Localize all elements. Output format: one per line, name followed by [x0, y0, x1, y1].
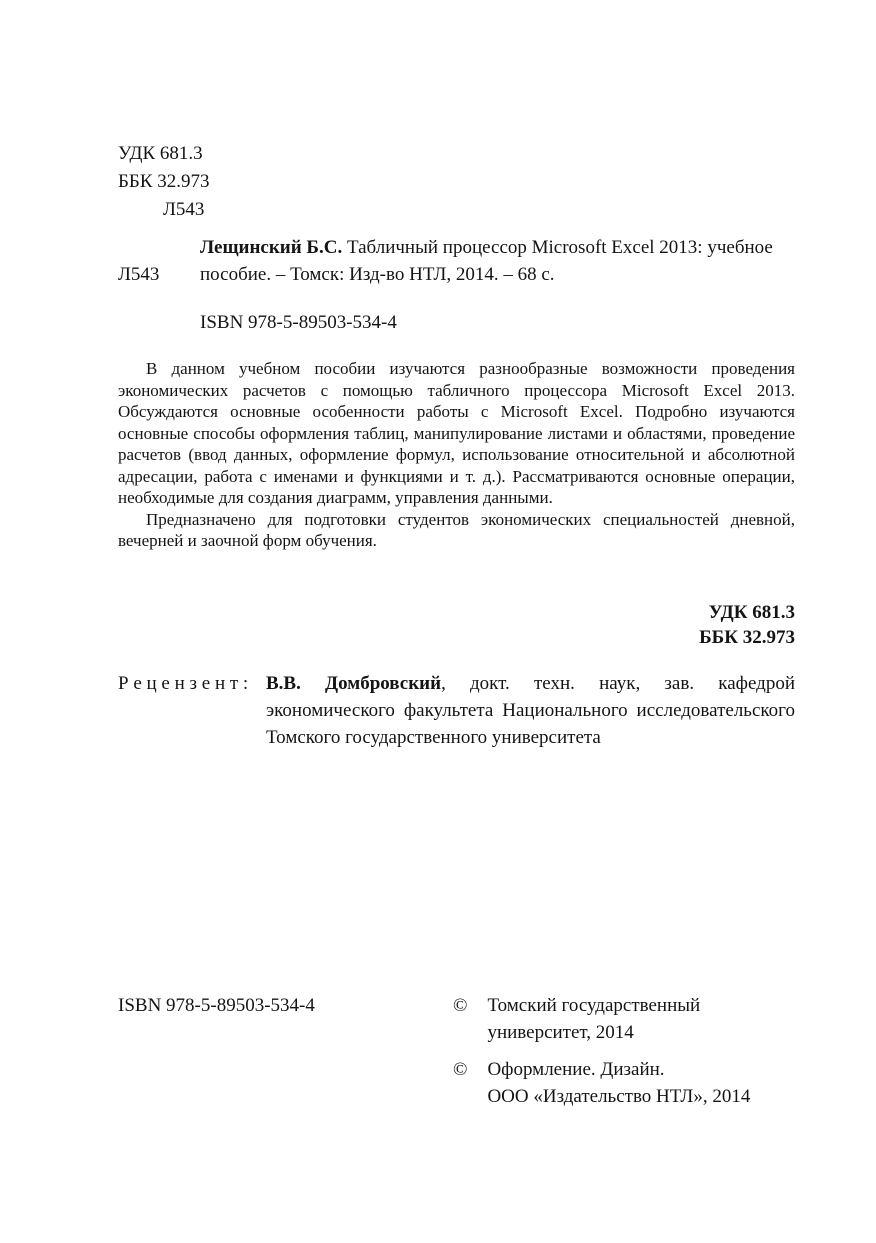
- udk-code: УДК 681.3: [118, 143, 203, 164]
- reviewer-block: [118, 670, 795, 751]
- biblio-text: Табличный процессор Microsoft Excel 2013: учебное пособие. – Томск: Изд-во НТЛ, 2014. – 68 с.: [200, 237, 773, 285]
- copyright-entry-publisher: [453, 1056, 795, 1110]
- copyright-text: [487, 1056, 750, 1110]
- isbn-number: ISBN 978-5-89503-534-4: [200, 312, 397, 333]
- copyright-line: Оформление. Дизайн.: [487, 1059, 665, 1080]
- copyright-text: [487, 992, 700, 1046]
- reviewer-name: В.В. Домбровский: [266, 673, 442, 694]
- copyright-symbol: ©: [453, 1059, 468, 1080]
- imprint-footer: [118, 992, 795, 1120]
- udk-code-right: УДК 681.3: [708, 602, 795, 623]
- reviewer-text: [266, 670, 795, 751]
- annotation-paragraph-1: В данном учебном пособии изучаются разнообразные возможности проведения экономических расчетов с помощью табличного процессора Microsoft Excel 2013. Обсуждаются основные особенности работы с Microsoft Excel. Подробно изучаются основные способы оформления таблиц, манипулирование листами и областями, проведение расчетов (ввод данных, оформление формул, использование относительной и абсолютной адресации, работа с именами и функциями и т. д.). Рассматриваются основные операции, необходимые для создания диаграмм, управления данными.: [118, 359, 795, 507]
- annotation-block: [118, 358, 795, 552]
- annotation-paragraph-2: Предназначено для подготовки студентов экономических специальностей дневной, вечерней и заочной форм обучения.: [118, 509, 795, 550]
- copyright-line: ООО «Издательство НТЛ», 2014: [487, 1086, 751, 1107]
- reviewer-credentials: , докт. техн. наук, зав. кафедрой экономического факультета Национального исследовательского Томского государственного университета: [266, 673, 795, 748]
- classification-block-right: [699, 600, 795, 650]
- bibliographic-entry: [118, 234, 795, 288]
- copyright-line: Томский государственный: [487, 995, 701, 1016]
- biblio-author: Лещинский Б.С.: [200, 237, 343, 258]
- footer-isbn: ISBN 978-5-89503-534-4: [118, 995, 315, 1016]
- author-sign-code: Л543: [163, 199, 205, 220]
- copyright-symbol: ©: [453, 995, 468, 1016]
- classification-block: [118, 140, 210, 224]
- bbk-code-right: ББК 32.973: [699, 627, 795, 648]
- bbk-code: ББК 32.973: [118, 171, 210, 192]
- reviewer-label: Р е ц е н з е н т :: [118, 673, 249, 694]
- copyright-entry-university: [453, 992, 795, 1046]
- copyright-column: [453, 992, 795, 1120]
- copyright-line: университет, 2014: [487, 1022, 634, 1043]
- margin-author-sign: Л543: [118, 264, 160, 285]
